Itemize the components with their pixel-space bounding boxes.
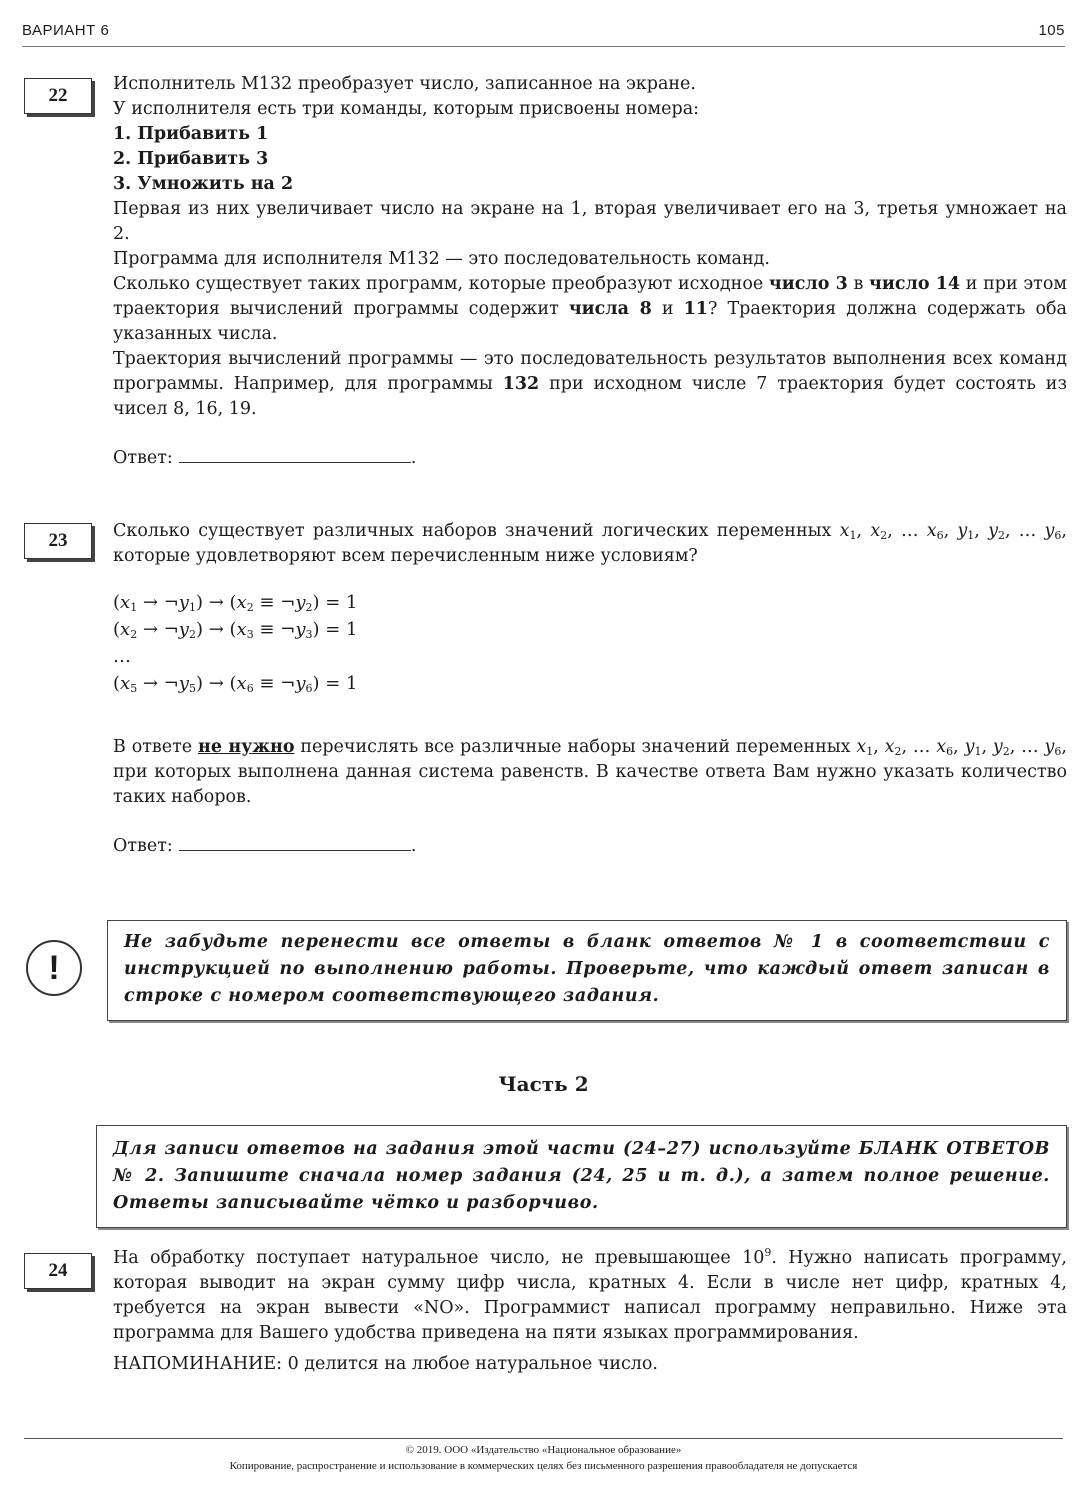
task-22-question: Сколько существует таких программ, которые преобразуют исходное число 3 в число 14 и при этом траектория вычислений программы содержит числа 8 и 11? Траектория должна содержать оба указанных числа. xyxy=(113,274,1067,344)
page-number: 105 xyxy=(1038,22,1065,39)
task-22-trajectory: Траектория вычислений программы — это последовательность результатов выполнения всех команд программы. Например, для программы 132 при исходном числе 7 траектория будет состоять из чисел 8, 16, 19. xyxy=(113,349,1068,419)
task-23-answer: Ответ: . xyxy=(113,832,1067,859)
task-23-note: В ответе не нужно перечислять все различные наборы значений переменных $x_1$, $x_2$, … $x_6$, $y_1$, $y_2$, … $y_6$, при которых выполнена данная система равенств. В качестве ответа Вам нужно указать количество таких наборов. xyxy=(113,737,1067,807)
task-22 xyxy=(113,72,1067,471)
task-24-reminder: НАПОМИНАНИЕ: 0 делится на любое натуральное число. xyxy=(113,1354,658,1374)
footer-rights: Копирование, распространение и использование в коммерческих целях без письменного разрешения правообладателя не допускается xyxy=(229,1460,858,1472)
task-22-commands-intro: У исполнителя есть три команды, которым присвоены номера: xyxy=(113,99,700,119)
reminder-box: Не забудьте перенести все ответы в бланк ответов № 1 в соответствии с инструкцией по выполнению работы. Проверьте, что каждый ответ записан в строке с номером соответствующего задания. xyxy=(107,920,1067,1021)
task-24-number: 24 xyxy=(24,1253,92,1289)
task-24-problem: На обработку поступает натуральное число, не превышающее $10^9$. Нужно написать программу, которая выводит на экран сумму цифр числа, кратных 4. Если в числе нет цифр, кратных 4, требуется на экран вывести «NO». Программист написал программу неправильно. Ниже эта программа для Вашего удобства приведена на пяти языках программирования. xyxy=(113,1246,1067,1343)
task-22-command-1: 1. Прибавить 1 xyxy=(113,124,269,144)
task-23-equation-1: ($x_1$ → $\neg y_1) \to (x_2$ ≡ $\neg y_2) = 1$ xyxy=(113,592,358,614)
task-23 xyxy=(113,519,1067,859)
footer-copyright: © 2019. ООО «Издательство «Национальное образование» xyxy=(405,1444,682,1456)
exclamation-icon: ! xyxy=(26,940,82,996)
task-22-command-3: 3. Умножить на 2 xyxy=(113,174,294,194)
task-22-number: 22 xyxy=(24,78,92,114)
task-23-equation-5: ($x_5$ → $\neg y_5) \to (x_6$ ≡ $\neg y_6) = 1$ xyxy=(113,673,358,695)
task-23-system xyxy=(113,589,1067,697)
task-23-question: Сколько существует различных наборов значений логических переменных $x_1$, $x_2$, … $x_6$, $y_1$, $y_2$, … $y_6$, которые удовлетворяют всем перечисленным ниже условиям? xyxy=(113,521,1067,566)
task-23-number: 23 xyxy=(24,523,92,559)
task-23-ellipsis: … xyxy=(113,646,131,667)
header-divider xyxy=(22,46,1065,47)
task-23-equation-2: ($x_2$ → $\neg y_2) \to (x_3$ ≡ $\neg y_3) = 1$ xyxy=(113,619,358,641)
task-22-intro: Исполнитель М132 преобразует число, записанное на экране. xyxy=(113,74,696,94)
variant-label: ВАРИАНТ 6 xyxy=(22,22,110,39)
task-22-command-2: 2. Прибавить 3 xyxy=(113,149,269,169)
task-23-answer-field[interactable] xyxy=(179,832,411,851)
task-22-answer-field[interactable] xyxy=(179,444,411,463)
part-2-instruction-box: Для записи ответов на задания этой части (24–27) используйте БЛАНК ОТВЕТОВ № 2. Запишите сначала номер задания (24, 25 и т. д.), а затем полное решение. Ответы записывайте чётко и разборчиво. xyxy=(96,1125,1067,1228)
task-24 xyxy=(113,1246,1067,1377)
task-22-answer: Ответ: . xyxy=(113,444,1067,471)
task-22-program-def: Программа для исполнителя М132 — это последовательность команд. xyxy=(113,249,770,269)
task-22-description: Первая из них увеличивает число на экране на 1, вторая увеличивает его на 3, третья умножает на 2. xyxy=(113,199,1067,244)
part-2-title: Часть 2 xyxy=(498,1072,589,1096)
footer-divider xyxy=(24,1438,1063,1439)
